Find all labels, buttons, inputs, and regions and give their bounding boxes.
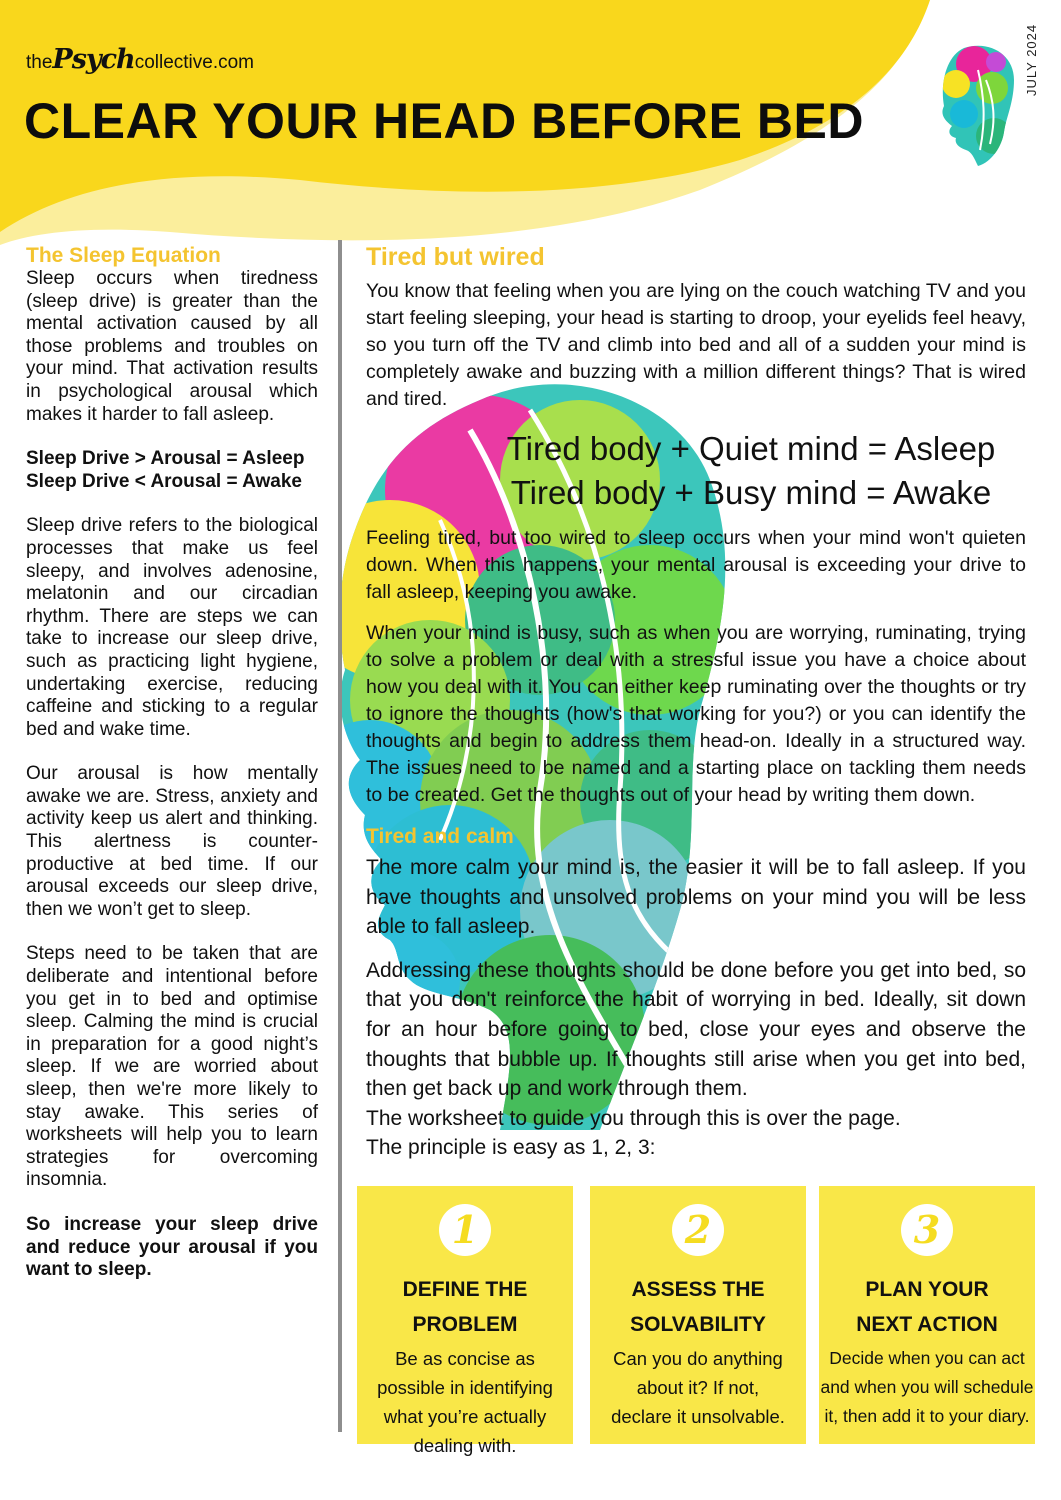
arousal-paragraph: Our arousal is how mentally awake we are. Stress, anxiety and activity keep us alert and thinking. This alertness is counter-productive at bed time. If our arousal exceeds our sleep drive, then we won’t get to sleep. [26, 763, 318, 920]
step-card-plan [819, 1186, 1035, 1444]
step-description-line: Be as concise as [395, 1348, 535, 1369]
step-heading-line: NEXT ACTION [856, 1313, 998, 1336]
tired-but-wired-heading: Tired but wired [366, 243, 545, 271]
step-number-3-icon: 3 [901, 1204, 953, 1256]
step-card-define [357, 1186, 573, 1456]
tired-and-calm-heading: Tired and calm [366, 825, 514, 848]
step-description [357, 1344, 573, 1460]
closing-statement: So increase your sleep drive and reduce your arousal if you want to sleep. [26, 1213, 318, 1281]
issue-date: JULY 2024 [1024, 23, 1039, 96]
tired-wired-paragraph: You know that feeling when you are lying on the couch watching TV and you start feeling sleeping, your head is starting to droop, your eyelids feel heavy, so you turn off the TV and climb into bed and all of a sudden your mind is completely awake and buzzing with a million different things? That is wired and tired. [366, 280, 1026, 410]
step-description-line: possible in identifying [377, 1377, 553, 1398]
equation-quiet-mind: Tired body + Quiet mind = Asleep [506, 430, 996, 467]
step-heading [819, 1272, 1035, 1342]
step-heading [590, 1272, 806, 1342]
sleep-drive-paragraph: Sleep drive refers to the biological processes that make us feel sleepy, and involves adenosine, melatonin and our circadian rhythm. There are steps we can take to increase our sleep drive, such as practicing light hygiene, undertaking exercise, reducing caffeine and sticking to a regular bed and wake time. [26, 515, 318, 740]
step-description-line: it, then add it to your diary. [824, 1406, 1030, 1426]
brand-psych: Psych [52, 44, 135, 75]
step-heading-line: ASSESS THE [631, 1278, 765, 1301]
step-description-line: Decide when you can act [829, 1348, 1025, 1368]
calm-mind-paragraph: The more calm your mind is, the easier it will be to fall asleep. If you have thoughts and unsolved problems on your mind you will be less able to fall asleep. [366, 856, 1026, 939]
brand-logo-text [26, 44, 254, 75]
sleep-equation-heading: The Sleep Equation [26, 244, 221, 267]
step-description [590, 1344, 806, 1431]
step-description [819, 1344, 1035, 1431]
sleep-equation-column [26, 244, 318, 1304]
too-wired-paragraph: Feeling tired, but too wired to sleep occurs when your mind won't quieten down. When this happens, your mental arousal is exceeding your drive to fall asleep, keeping you awake. [366, 527, 1026, 603]
brand-prefix: the [26, 52, 53, 73]
formula-awake: Sleep Drive < Arousal = Awake [26, 470, 302, 492]
step-heading-line: DEFINE THE [402, 1278, 528, 1301]
mind-equations [366, 427, 1026, 515]
address-thoughts-paragraph: Addressing these thoughts should be done before you get into bed, so that you don't reinforce the habit of worrying in bed. Ideally, sit down for an hour before going to bed, close your eyes and observe the thoughts that bubble up. If thoughts still arise when you get into bed, then get back up and work through them. [366, 958, 1026, 1101]
principle-note: The principle is easy as 1, 2, 3: [366, 1136, 656, 1160]
step-description-line: Can you do anything [613, 1348, 783, 1369]
busy-mind-paragraph: When your mind is busy, such as when you are worrying, ruminating, trying to solve a problem or deal with a stressful issue you have a choice about how you deal with it. You can either keep ruminating over the thoughts or try to ignore the thoughts (how's that working for you?) or you can identify the thoughts and begin to address them head-on. Ideally in a structured way. The issues need to be named and a starting place on tackling them needs to be created. Get the thoughts out of your head by writing them down. [366, 622, 1026, 806]
head-logo-icon [934, 40, 1016, 168]
page-title: CLEAR YOUR HEAD BEFORE BED [24, 93, 864, 149]
sleep-equation-intro: Sleep occurs when tiredness (sleep drive) is greater than the mental activation caused by all those problems and troubles on your mind. That activation results in psychological arousal which makes it harder to fall asleep. [26, 268, 318, 425]
brand-suffix: collective.com [134, 52, 255, 73]
tired-but-wired-column [366, 240, 1026, 1163]
step-number-1-icon: 1 [439, 1204, 491, 1256]
step-heading-line: PROBLEM [412, 1313, 518, 1336]
step-description-line: what you’re actually [383, 1406, 547, 1427]
step-heading [357, 1272, 573, 1342]
formula-asleep: Sleep Drive > Arousal = Asleep [26, 448, 305, 470]
step-heading-line: PLAN YOUR [865, 1278, 989, 1301]
equation-busy-mind: Tired body + Busy mind = Awake [510, 474, 992, 511]
step-description-line: declare it unsolvable. [611, 1406, 785, 1427]
worksheet-note: The worksheet to guide you through this is over the page. [366, 1106, 901, 1130]
column-divider [338, 240, 342, 1432]
step-description-line: about it? If not, [636, 1377, 760, 1398]
step-number-2-icon: 2 [672, 1204, 724, 1256]
steps-paragraph: Steps need to be taken that are deliberate and intentional before you get in to bed and optimise sleep. Calming the mind is crucial in preparation for a good night’s sleep. If we are worried about sleep, then we're more likely to stay awake. This series of worksheets will help you to learn strategies for overcoming insomnia. [26, 943, 318, 1191]
step-description-line: dealing with. [413, 1435, 517, 1456]
step-description-line: and when you will schedule [820, 1377, 1034, 1397]
sleep-equation-formulas [26, 448, 318, 493]
step-card-assess [590, 1186, 806, 1444]
step-heading-line: SOLVABILITY [630, 1313, 766, 1336]
